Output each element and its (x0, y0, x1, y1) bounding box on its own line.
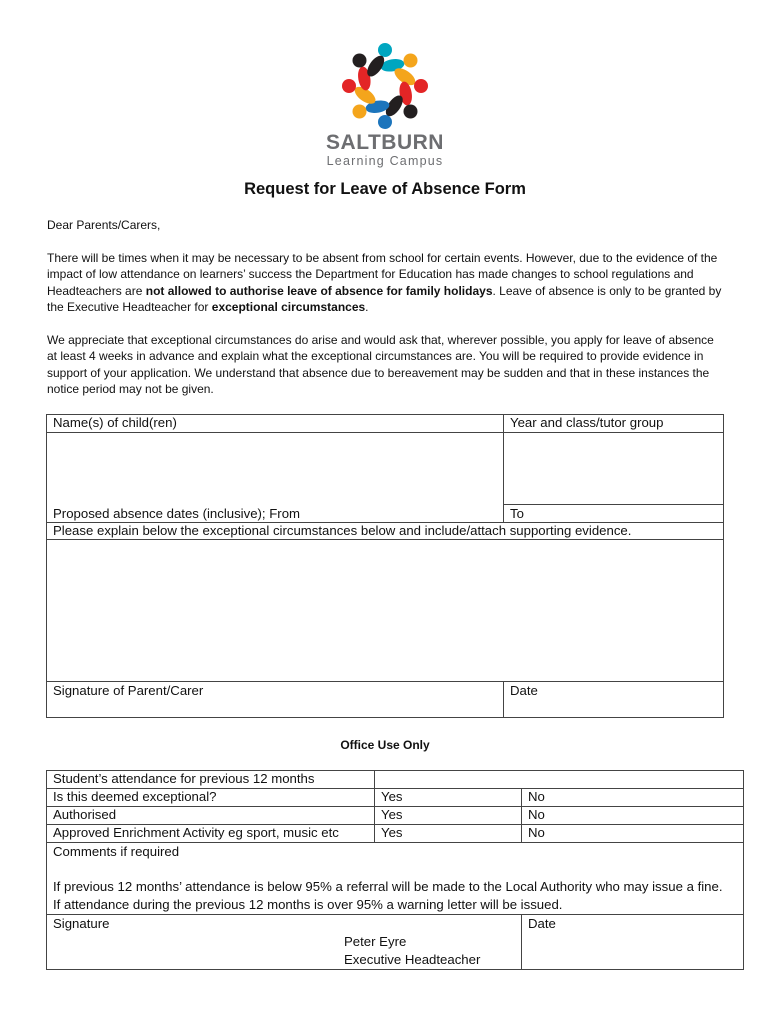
salutation: Dear Parents/Carers, (47, 218, 161, 232)
logo-emblem-icon (335, 40, 435, 132)
office-date-field[interactable]: Date (522, 915, 744, 970)
intro-paragraph: There will be times when it may be necessary to be absent from school for certain events. However, due to the evidence of the impact of low attendance on learners’ success the Department for Education has made changes to school regulations and Headteachers are not allowed to authorise leave of absence for family holidays. Leave of absence is only to be granted by the Executive Headteacher for exceptional circumstances. (47, 251, 722, 314)
authorised-label: Authorised (47, 807, 375, 825)
year-field[interactable] (504, 433, 724, 505)
explain-label: Please explain below the exceptional circumstances below and include/attach supporting evidence. (47, 523, 724, 540)
year-label: Year and class/tutor group (504, 415, 724, 433)
logo-figure-head (353, 105, 367, 119)
to-row[interactable]: To (504, 505, 724, 523)
signatory-role: Executive Headteacher (344, 952, 481, 967)
signatory-name: Peter Eyre (344, 934, 407, 949)
logo-figure-head (378, 43, 392, 57)
exceptional-label: Is this deemed exceptional? (47, 789, 375, 807)
attendance-label: Student’s attendance for previous 12 months (47, 771, 375, 789)
logo-figure-head (353, 54, 367, 68)
application-form (46, 414, 724, 718)
authorised-yes[interactable]: Yes (375, 807, 522, 825)
enrichment-label: Approved Enrichment Activity eg sport, music etc (47, 825, 375, 843)
explain-field[interactable] (47, 540, 724, 682)
attendance-note: If previous 12 months’ attendance is below 95% a referral will be made to the Local Authority who may issue a fine. If attendance during the previous 12 months is over 95% a warning letter will be issued. (53, 879, 723, 912)
logo-figure-head (404, 105, 418, 119)
names-label: Name(s) of child(ren) (47, 415, 504, 433)
exceptional-yes[interactable]: Yes (375, 789, 522, 807)
enrichment-no[interactable]: No (522, 825, 744, 843)
logo-figure-head (404, 54, 418, 68)
school-logo (326, 40, 444, 168)
names-field[interactable] (47, 433, 504, 505)
logo-figure-head (414, 79, 428, 93)
office-signature-label: Signature (53, 916, 110, 931)
parent-date-field[interactable]: Date (504, 682, 724, 718)
logo-figure-head (342, 79, 356, 93)
exceptional-no[interactable]: No (522, 789, 744, 807)
policy-paragraph: We appreciate that exceptional circumstances do arise and would ask that, wherever possible, you apply for leave of absence at least 4 weeks in advance and explain what the exceptional circumstances are. You will be required to provide evidence in support of your application. We understand that absence due to bereavement may be sudden and that in these instances the notice period may not be given. (47, 333, 714, 396)
office-signature-field[interactable] (47, 915, 522, 970)
dates-row[interactable]: Proposed absence dates (inclusive); From (47, 505, 504, 523)
office-use-table (46, 770, 744, 970)
comments-section[interactable] (47, 843, 744, 915)
page-title: Request for Leave of Absence Form (244, 180, 526, 198)
attendance-field[interactable] (375, 771, 744, 789)
logo-name: SALTBURN (326, 131, 444, 154)
logo-figure-head (378, 115, 392, 129)
office-use-heading: Office Use Only (340, 738, 430, 752)
parent-signature-field[interactable]: Signature of Parent/Carer (47, 682, 504, 718)
comments-label: Comments if required (53, 844, 180, 859)
enrichment-yes[interactable]: Yes (375, 825, 522, 843)
logo-subtitle: Learning Campus (326, 154, 444, 168)
authorised-no[interactable]: No (522, 807, 744, 825)
